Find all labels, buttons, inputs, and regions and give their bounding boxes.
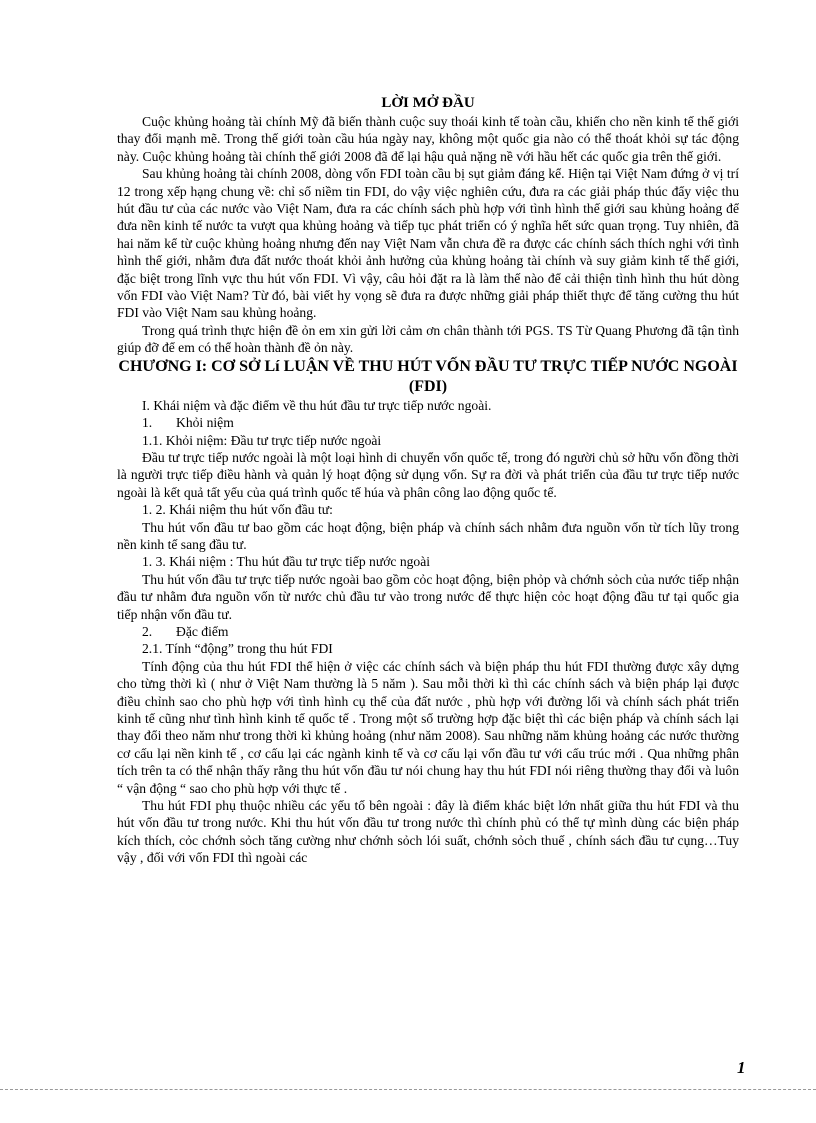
paragraph-1-3: Thu hút vốn đầu tư trực tiếp nước ngoài bao gồm cỏc hoạt động, biện phỏp và chớnh sỏch của nước tiếp nhận đầu tư nhằm đưa nguồn vốn từ nước chủ đầu tư vào trong nước để thực hiện cỏc hoạt động đầu tư tại quốc gia tiếp nhận vốn đầu tư. [117,571,739,622]
subheading-1-1: 1.1. Khỏi niệm: Đầu tư trực tiếp nước ngoài [142,432,382,448]
section-heading-1: I. Khái niệm và đặc điểm về thu hút đầu tư trực tiếp nước ngoài. [142,397,492,413]
intro-paragraph-2: Sau khủng hoảng tài chính 2008, dòng vốn FDI toàn cầu bị sụt giảm đáng kể. Hiện tại Việt Nam đứng ở vị trí 12 trong xếp hạng chung về: chỉ số niềm tin FDI, do vậy việc nghiên cứu, đưa ra các giải pháp thúc đẩy việc thu hút đầu tư của các nước vào Việt Nam, đưa ra các chính sách phù hợp với tình hình thế giới sau khủng hoảng để đưa nền kinh tế nước ta vượt qua khủng hoảng và tiếp tục phát triển có ý nghĩa hết sức quan trọng. Tuy nhiên, đã hai năm kể từ cuộc khủng hoảng nhưng đến nay Việt Nam vẫn chưa đề ra được các chính sách thích nghi với tình hình thế giới, nhằm đưa đất nước thoát khỏi ảnh hưởng của khủng hoảng tài chính và suy giảm kinh tế thế giới, đặc biệt trong lĩnh vực thu hút vốn FDI. Vì vậy, câu hỏi đặt ra là làm thế nào để cải thiện tình hình thu hút dòng vốn FDI vào Việt Nam? Từ đó, bài viết hy vọng sẽ đưa ra được những giải pháp thiết thực để tăng cường thu hút FDI vào Việt Nam sau khủng hoảng. [117,166,739,321]
page-title: LỜI MỞ ĐẦU [381,95,475,111]
page-content [117,93,739,867]
intro-paragraph-1: Cuộc khủng hoảng tài chính Mỹ đã biến thành cuộc suy thoái kinh tế toàn cầu, khiến cho nền kinh tế thế giới thay đổi mạnh mẽ. Trong thế giới toàn cầu húa ngày nay, không một quốc gia nào có thể thoát khỏi sự tác động này. Cuộc khủng hoảng tài chính thế giới 2008 đã để lại hậu quả nặng nề với hầu hết các quốc gia trên thế giới. [117,114,739,164]
footer-divider [0,1089,816,1090]
paragraph-2-1: Tính động của thu hút FDI thể hiện ở việc các chính sách và biện pháp thu hút FDI thường được xây dựng cho từng thời kì ( như ở Việt Nam thường là 5 năm ). Sau mỗi thời kì thì các chính sách và biện pháp lại được điều chỉnh sao cho phù hợp với tình hình cụ thể của đất nước , phù hợp với đường lối và chính sách phát triển kinh tế cũng như tình hình kinh tế quốc tế . Trong một số trường hợp đặc biệt thì các biện pháp và chính sách lại thay đổi theo năm như trong thời kì khủng hoảng (như năm 2008). Sau những năm khủng hoảng các nước thường cơ cấu lại nền kinh tế , cơ cấu lại các ngành kinh tế và cơ cấu lại vốn đầu tư với cấu trúc mới . Qua những phân tích trên ta có thể nhận thấy rằng thu hút vốn đầu tư nói chung hay thu hút FDI nói riêng thường thay đổi và luôn “ vận động “ sao cho phù hợp với thực tế . [117,658,739,796]
item-label-1: Khỏi niệm [176,415,234,431]
page-number: 1 [737,1058,746,1077]
intro-paragraph-3: Trong quá trình thực hiện đề ỏn em xin gửi lời cảm ơn chân thành tới PGS. TS Từ Quang Phương đã tận tình giúp đỡ để em có thể hoàn thành đề ỏn này. [117,322,739,356]
item-number-2: 2. [142,623,153,639]
subheading-1-3: 1. 3. Khái niệm : Thu hút đầu tư trực tiếp nước ngoài [142,554,431,570]
paragraph-2-2: Thu hút FDI phụ thuộc nhiều các yếu tố bên ngoài : đây là điểm khác biệt lớn nhất giữa thu hút FDI và thu hút vốn đầu tư trong nước. Khi thu hút vốn đầu tư trong nước thì chính phủ có thể tự mình dùng các biện pháp kích thích, cỏc chớnh sỏch tăng cường như chớnh sỏch lói suất, chớnh sỏch thuế , chính sách đầu tư cụng…Tuy vậy , đối với vốn FDI thì ngoài các [117,798,739,866]
subheading-1-2: 1. 2. Khái niệm thu hút vốn đầu tư: [142,502,333,518]
item-heading-1 [117,414,739,431]
item-label-2: Đặc điểm [176,623,229,639]
chapter-title: CHƯƠNG I: CƠ SỞ Lí LUẬN VỀ THU HÚT VỐN ĐẦU TƯ TRỰC TIẾP NƯỚC NGOÀI (FDI) [118,357,738,395]
subheading-2-1: 2.1. Tính “động” trong thu hút FDI [142,641,333,657]
paragraph-1-1: Đầu tư trực tiếp nước ngoài là một loại hình di chuyển vốn quốc tế, trong đó người chủ sở hữu vốn đồng thời là người trực tiếp điều hành và quản lý hoạt động sử dụng vốn. Sự ra đời và phát triển của đầu tư trực tiếp nước ngoài là kết quả tất yếu của quá trình quốc tế húa và phân công lao động quốc tế. [117,449,739,500]
paragraph-1-2: Thu hút vốn đầu tư bao gồm các hoạt động, biện pháp và chính sách nhằm đưa nguồn vốn từ tích lũy trong nền kinh tế sang đầu tư. [117,519,739,552]
item-number-1: 1. [142,415,153,431]
item-heading-2 [117,623,739,640]
